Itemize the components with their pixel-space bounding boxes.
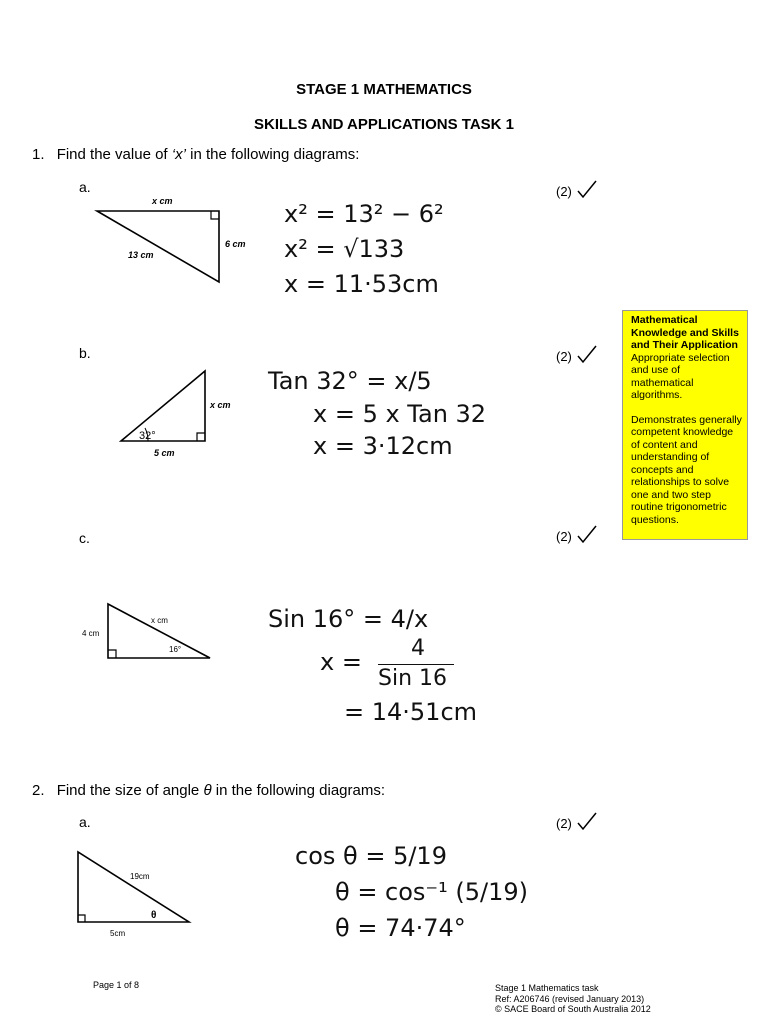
part-1b-label: b. [79,345,91,361]
question-2-var: θ [203,782,212,799]
working-1a-line1: x² = 13² − 6² [284,200,444,228]
triangle-1c-left-label: 4 cm [82,629,100,638]
working-1c-denominator: Sin 16 [378,666,448,691]
working-1a-line2: x² = √133 [284,235,405,263]
working-1c-fraction-bar [378,664,454,665]
triangle-1b-right-label: x cm [210,400,231,410]
check-mark-icon [576,345,598,365]
working-1c-numerator: 4 [411,636,425,661]
question-1-number: 1. [32,146,45,163]
triangle-1c [78,596,218,662]
check-mark-icon [576,525,598,545]
footer-line-2: Ref: A206746 (revised January 2013) [495,993,645,1004]
triangle-1b [115,365,255,460]
part-1c-marks: (2) [556,525,598,545]
working-1b-line3: x = 3·12cm [313,432,453,460]
triangle-1c-angle-label: 16° [169,645,182,654]
page-title: STAGE 1 MATHEMATICS [296,81,472,98]
question-1-text-post: in the following diagrams: [185,146,360,163]
question-1-text-pre: Find the value of [56,146,172,163]
criteria-body-1: Appropriate selection and use of mathematical algorithms. [631,351,730,401]
triangle-2a-hyp-label: 19cm [130,872,150,881]
working-1b-line2: x = 5 x Tan 32 [313,400,487,428]
page-subtitle: SKILLS AND APPLICATIONS TASK 1 [253,116,514,133]
part-2a-marks: (2) [556,812,598,832]
footer-line-1: Stage 1 Mathematics task [495,983,599,993]
working-2a-line3: θ = 74·74° [335,914,466,942]
triangle-1a [90,190,250,290]
question-1-prompt [32,146,359,163]
part-2a-label: a. [79,814,91,830]
triangle-1a-top-label: x cm [152,196,173,206]
question-2-text-post: in the following diagrams: [211,782,386,799]
check-mark-icon [576,812,598,832]
triangle-1a-right-label: 6 cm [225,239,246,249]
working-1c-line1: Sin 16° = 4/x [268,605,429,633]
question-1-var: ‘x’ [171,146,186,163]
triangle-1c-hyp-label: x cm [151,616,168,625]
triangle-2a [74,848,204,940]
part-1a-label: a. [79,179,91,195]
part-1a-marks: (2) [556,180,598,200]
footer-line-3: © SACE Board of South Australia 2012 [495,1004,651,1014]
triangle-2a-angle-label: θ [151,910,157,921]
triangle-1a-hyp-label: 13 cm [128,250,154,260]
working-1b-line1: Tan 32° = x/5 [268,367,432,395]
part-1c-label: c. [79,530,90,546]
triangle-2a-bottom-label: 5cm [110,929,126,938]
working-2a-line2: θ = cos⁻¹ (5/19) [335,878,528,906]
footer-reference [495,983,651,1015]
working-1c-line2-lhs: x = [320,648,362,676]
working-2a-line1: cos θ = 5/19 [295,842,447,870]
assessment-criteria-box [622,310,748,540]
question-2-text-pre: Find the size of angle [56,782,204,799]
criteria-body-2: Demonstrates generally competent knowledge of content and understanding of concepts and relationships to solve one and two step routine trigonometric questions. [631,413,742,526]
question-2-prompt [32,782,385,799]
check-mark-icon [576,180,598,200]
question-2-number: 2. [32,782,45,799]
working-1c-line3: = 14·51cm [344,698,478,726]
footer-page-number: Page 1 of 8 [93,980,140,990]
part-1b-marks: (2) [556,345,598,365]
triangle-1b-angle-label: 32° [139,430,156,442]
criteria-heading: Mathematical Knowledge and Skills and Their Application [631,314,739,351]
working-1a-line3: x = 11·53cm [284,270,439,298]
triangle-1b-bottom-label: 5 cm [154,448,175,458]
